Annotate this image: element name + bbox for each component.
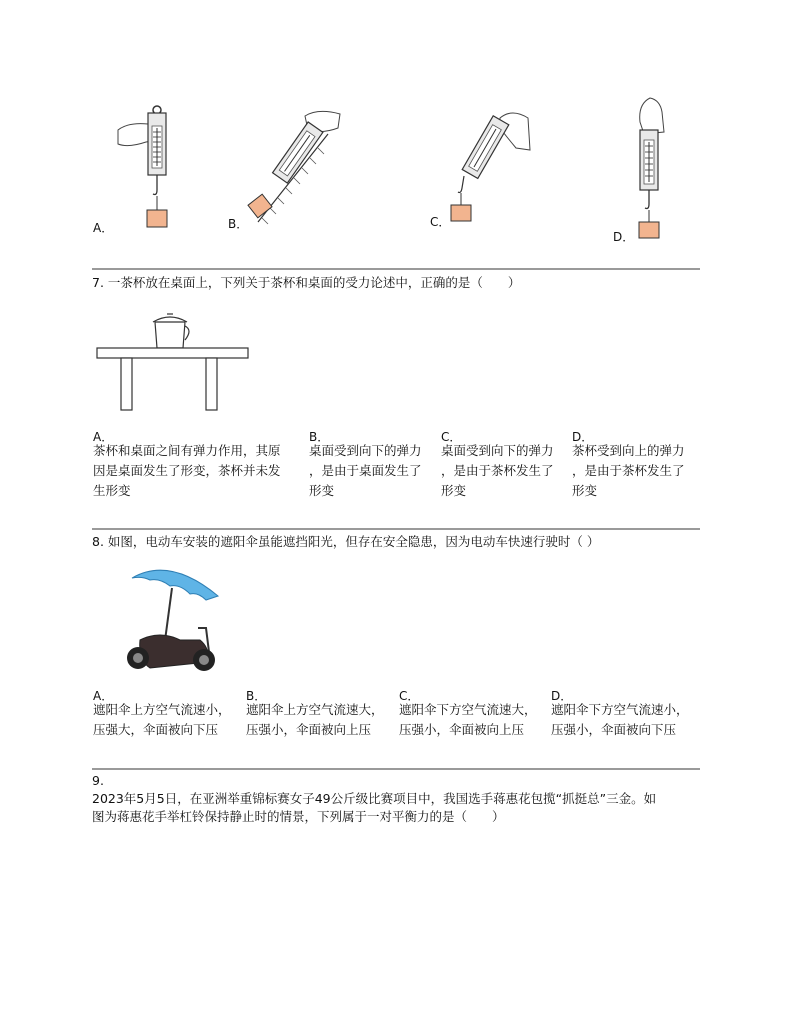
q7-option-c-letter: C． [441, 430, 462, 444]
q7-option-b-letter: B． [309, 430, 330, 444]
q8-option-a-line: 压强大，伞面被向下压 [93, 722, 219, 737]
q8-option-a-letter: A． [93, 689, 114, 703]
q8-option-c-line: 遮阳伞下方空气流速大， [399, 702, 537, 717]
q8-option-b-line: 遮阳伞上方空气流速大， [246, 702, 384, 717]
q6-option-a[interactable]: A． [93, 221, 114, 235]
q7-option-c-line: 形变 [441, 483, 467, 498]
q7-option-a-letter: A． [93, 430, 114, 444]
q6-option-b[interactable]: B． [228, 217, 249, 231]
q8-option-a-line: 遮阳伞上方空气流速小， [93, 702, 231, 717]
q8-option-c-letter: C． [399, 689, 420, 703]
q7-stem: 7. 一茶杯放在桌面上，下列关于茶杯和桌面的受力论述中，正确的是（ ） [92, 275, 521, 290]
q9-stem-line-2: 图为蒋惠花手举杠铃保持静止时的情景，下列属于一对平衡力的是（ ） [92, 809, 505, 824]
q6-option-d[interactable]: D． [613, 230, 635, 244]
q8-option-c-line: 压强小，伞面被向上压 [399, 722, 525, 737]
q7-option-d-line: ，是由于茶杯发生了 [572, 463, 685, 478]
q7-option-b-line: 形变 [309, 483, 335, 498]
q9-stem-line-1: 2023年5月5日，在亚洲举重锦标赛女子49公斤级比赛项目中，我国选手蒋惠花包揽“抓挺总”三金。如 [92, 791, 657, 806]
q8-option-d-letter: D． [551, 689, 573, 703]
q7-option-d-line: 形变 [572, 483, 598, 498]
q8-option-b-letter: B． [246, 689, 267, 703]
q8-stem: 8. 如图，电动车安装的遮阳伞虽能遮挡阳光，但存在安全隐患，因为电动车快速行驶时（ ） [92, 534, 600, 549]
q8-option-d-line: 遮阳伞下方空气流速小， [551, 702, 689, 717]
q7-option-c-line: 桌面受到向下的弹力 [441, 443, 554, 458]
q6-option-c[interactable]: C． [430, 215, 451, 229]
q7-option-b-line: ，是由于桌面发生了 [309, 463, 422, 478]
q7-option-a-line: 生形变 [93, 483, 131, 498]
q7-option-d-line: 茶杯受到向上的弹力 [572, 443, 685, 458]
divider-3 [92, 768, 700, 770]
q7-option-b-line: 桌面受到向下的弹力 [309, 443, 422, 458]
q7-option-c-line: ，是由于茶杯发生了 [441, 463, 554, 478]
umbrella-canopy [132, 570, 218, 600]
q7-option-a-line: 因是桌面发生了形变，茶杯并未发 [93, 463, 281, 478]
q8-option-b-line: 压强小，伞面被向上压 [246, 722, 372, 737]
q9-number: 9. [92, 773, 104, 788]
q8-option-d-line: 压强小，伞面被向下压 [551, 722, 677, 737]
q7-option-a-line: 茶杯和桌面之间有弹力作用，其原 [93, 443, 281, 458]
q7-option-d-letter: D． [572, 430, 594, 444]
